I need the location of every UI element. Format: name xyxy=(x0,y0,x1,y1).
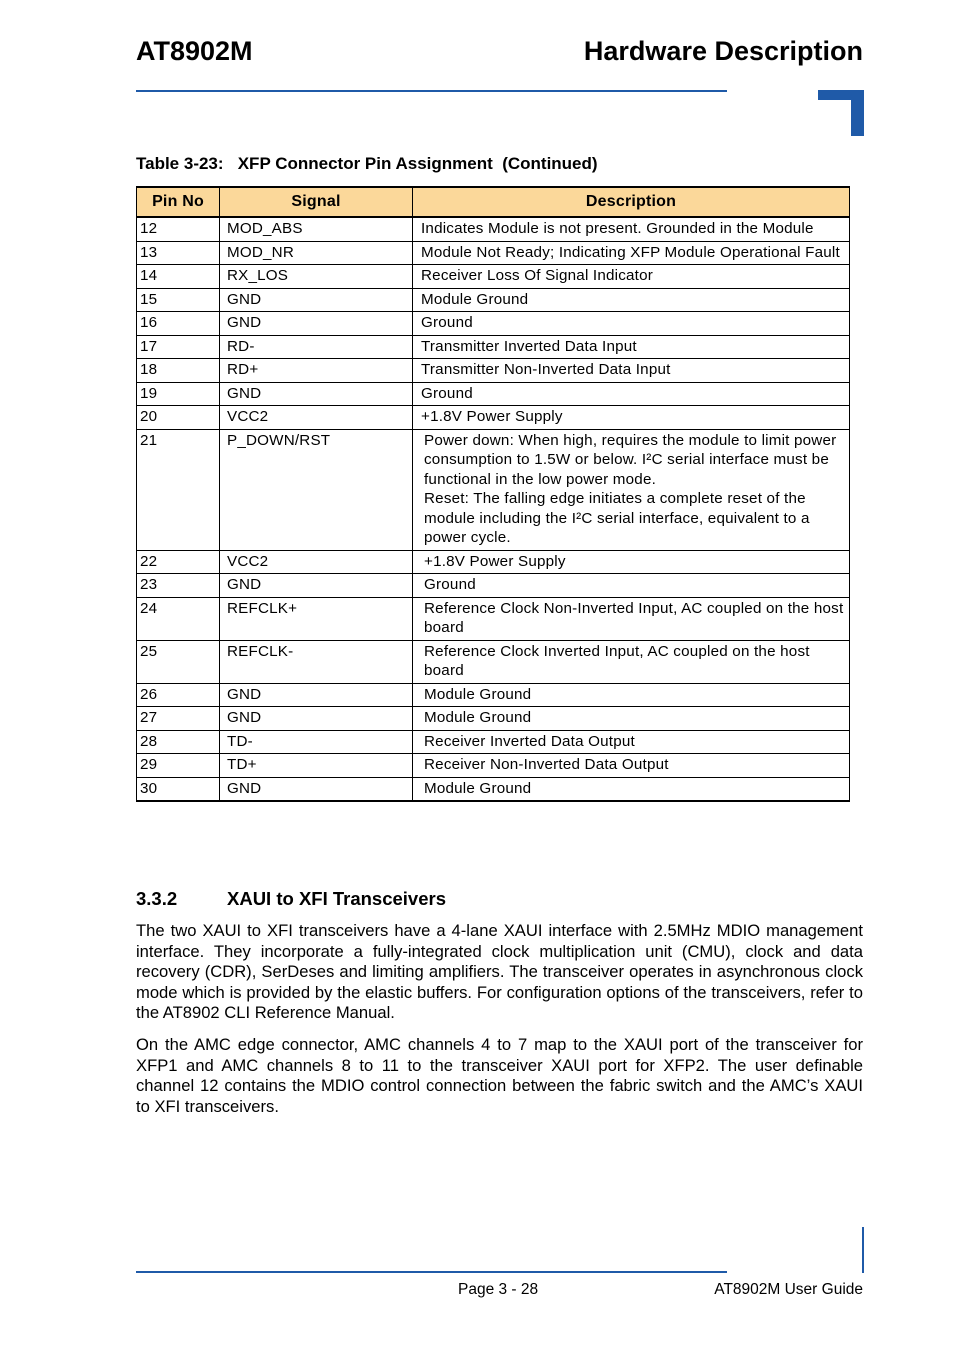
description-text: Module Ground xyxy=(421,290,529,308)
description-text: Power down: When high, requires the module to limit power consumption to 1.5W or below. I²C serial interface must be functional in the low power mode. xyxy=(424,431,837,488)
section-number: 3.3.2 xyxy=(136,888,178,909)
signal-cell: REFCLK- xyxy=(220,640,413,683)
description-text: +1.8V Power Supply xyxy=(421,408,563,425)
header-rule xyxy=(136,90,727,92)
description-cell xyxy=(413,265,850,289)
signal-cell: GND xyxy=(220,683,413,707)
pin-number-cell: 16 xyxy=(137,312,220,336)
column-header-pin: Pin No xyxy=(137,187,220,217)
description-text: Ground xyxy=(424,576,476,593)
description-text: Indicates Module is not present. Grounded in the Module xyxy=(421,220,814,237)
pin-number-cell: 17 xyxy=(137,335,220,359)
table-row xyxy=(137,217,850,241)
section-heading xyxy=(136,888,446,910)
description-cell xyxy=(413,382,850,406)
signal-cell: GND xyxy=(220,312,413,336)
table-row xyxy=(137,683,850,707)
table-row xyxy=(137,730,850,754)
pin-number-cell: 26 xyxy=(137,683,220,707)
description-cell xyxy=(413,288,850,312)
description-cell xyxy=(413,730,850,754)
description-cell xyxy=(413,406,850,430)
description-cell xyxy=(413,683,850,707)
table-row xyxy=(137,754,850,778)
chapter-title: Hardware Description xyxy=(583,36,863,66)
description-cell xyxy=(413,574,850,598)
section-title: XAUI to XFI Transceivers xyxy=(227,888,447,909)
pin-number-cell: 29 xyxy=(137,754,220,778)
description-cell xyxy=(413,597,850,640)
description-text: Transmitter Inverted Data Input xyxy=(421,337,637,355)
description-text: Receiver Loss Of Signal Indicator xyxy=(421,267,653,284)
description-cell xyxy=(413,707,850,731)
description-text: Reference Clock Inverted Input, AC coupled on the host board xyxy=(424,642,810,679)
description-cell xyxy=(413,777,850,801)
footer-corner-mark xyxy=(862,1227,864,1273)
corner-mark-vertical xyxy=(851,90,864,136)
pin-number-cell: 12 xyxy=(137,217,220,241)
pin-number-cell: 21 xyxy=(137,429,220,550)
table-row xyxy=(137,359,850,383)
description-cell xyxy=(413,241,850,265)
description-cell xyxy=(413,217,850,241)
description-cell xyxy=(413,550,850,574)
signal-cell: VCC2 xyxy=(220,550,413,574)
pin-number-cell: 15 xyxy=(137,288,220,312)
pin-number-cell: 23 xyxy=(137,574,220,598)
table-body xyxy=(137,217,850,801)
pin-number-cell: 18 xyxy=(137,359,220,383)
pin-number-cell: 28 xyxy=(137,730,220,754)
pin-number-cell: 25 xyxy=(137,640,220,683)
table-row xyxy=(137,597,850,640)
pin-assignment-table xyxy=(136,186,850,802)
signal-cell: GND xyxy=(220,382,413,406)
signal-cell: TD- xyxy=(220,730,413,754)
signal-cell: MOD_NR xyxy=(220,241,413,265)
description-text: Ground xyxy=(421,384,473,402)
description-text: Module Ground xyxy=(424,685,532,703)
signal-cell: VCC2 xyxy=(220,406,413,430)
signal-cell: GND xyxy=(220,574,413,598)
description-cell xyxy=(413,429,850,550)
page-number: Page 3 - 28 xyxy=(458,1281,539,1298)
table-row xyxy=(137,312,850,336)
table-row xyxy=(137,574,850,598)
description-text: Receiver Non-Inverted Data Output xyxy=(424,756,669,773)
pin-number-cell: 14 xyxy=(137,265,220,289)
signal-cell: REFCLK+ xyxy=(220,597,413,640)
description-text: Module Ground xyxy=(424,779,532,797)
signal-cell: RD- xyxy=(220,335,413,359)
description-text: Receiver Inverted Data Output xyxy=(424,732,635,750)
pin-number-cell: 27 xyxy=(137,707,220,731)
table-row xyxy=(137,640,850,683)
pin-number-cell: 20 xyxy=(137,406,220,430)
table-row xyxy=(137,382,850,406)
description-text: Ground xyxy=(421,314,473,331)
column-header-description: Description xyxy=(413,187,850,217)
table-row xyxy=(137,429,850,550)
table-row xyxy=(137,550,850,574)
signal-cell: RD+ xyxy=(220,359,413,383)
table-row xyxy=(137,707,850,731)
body-paragraph: On the AMC edge connector, AMC channels 4 to 7 map to the XAUI port of the transceiver for XFP1 and AMC channels 8 to 11 to the transceiver XAUI port for XFP2. The user definable channel 12 contains the MDIO control connection between the fabric switch and the AMC’s XAUI to XFI transceivers. xyxy=(136,1035,863,1116)
product-name: AT8902M xyxy=(136,36,253,66)
pin-number-cell: 13 xyxy=(137,241,220,265)
pin-number-cell: 19 xyxy=(137,382,220,406)
table-header-row xyxy=(137,187,850,217)
table-row xyxy=(137,777,850,801)
table-row xyxy=(137,265,850,289)
table-row xyxy=(137,241,850,265)
signal-cell: RX_LOS xyxy=(220,265,413,289)
table-row xyxy=(137,288,850,312)
table-caption: Table 3-23: XFP Connector Pin Assignment (Continued) xyxy=(136,154,598,173)
signal-cell: P_DOWN/RST xyxy=(220,429,413,550)
description-text: Module Not Ready; Indicating XFP Module Operational Fault xyxy=(421,243,840,261)
description-text: Reference Clock Non-Inverted Input, AC coupled on the host board xyxy=(424,599,844,636)
footer-rule xyxy=(136,1271,727,1273)
signal-cell: GND xyxy=(220,777,413,801)
column-header-signal: Signal xyxy=(220,187,413,217)
table-row xyxy=(137,335,850,359)
signal-cell: TD+ xyxy=(220,754,413,778)
description-cell xyxy=(413,640,850,683)
description-cell xyxy=(413,754,850,778)
signal-cell: MOD_ABS xyxy=(220,217,413,241)
document-title: AT8902M User Guide xyxy=(714,1281,863,1298)
description-text: Module Ground xyxy=(424,709,532,726)
description-text: Transmitter Non-Inverted Data Input xyxy=(421,361,671,378)
description-text: +1.8V Power Supply xyxy=(424,552,566,570)
pin-number-cell: 24 xyxy=(137,597,220,640)
description-cell xyxy=(413,312,850,336)
signal-cell: GND xyxy=(220,288,413,312)
table-row xyxy=(137,406,850,430)
body-paragraph: The two XAUI to XFI transceivers have a 4-lane XAUI interface with 2.5MHz MDIO management interface. They incorporate a fully-integrated clock multiplication unit (CMU), clock and data recovery (CDR), SerDeses and limiting amplifiers. The transceiver operates in asynchronous clock mode which is provided by the elastic buffers. For configuration options of the transceivers, refer to the AT8902 CLI Reference Manual. xyxy=(136,921,863,1023)
signal-cell: GND xyxy=(220,707,413,731)
description-cell xyxy=(413,359,850,383)
pin-number-cell: 22 xyxy=(137,550,220,574)
description-text-secondary: Reset: The falling edge initiates a complete reset of the module including the I²C serial interface, equivalent to a power cycle. xyxy=(424,490,810,546)
pin-number-cell: 30 xyxy=(137,777,220,801)
description-cell xyxy=(413,335,850,359)
